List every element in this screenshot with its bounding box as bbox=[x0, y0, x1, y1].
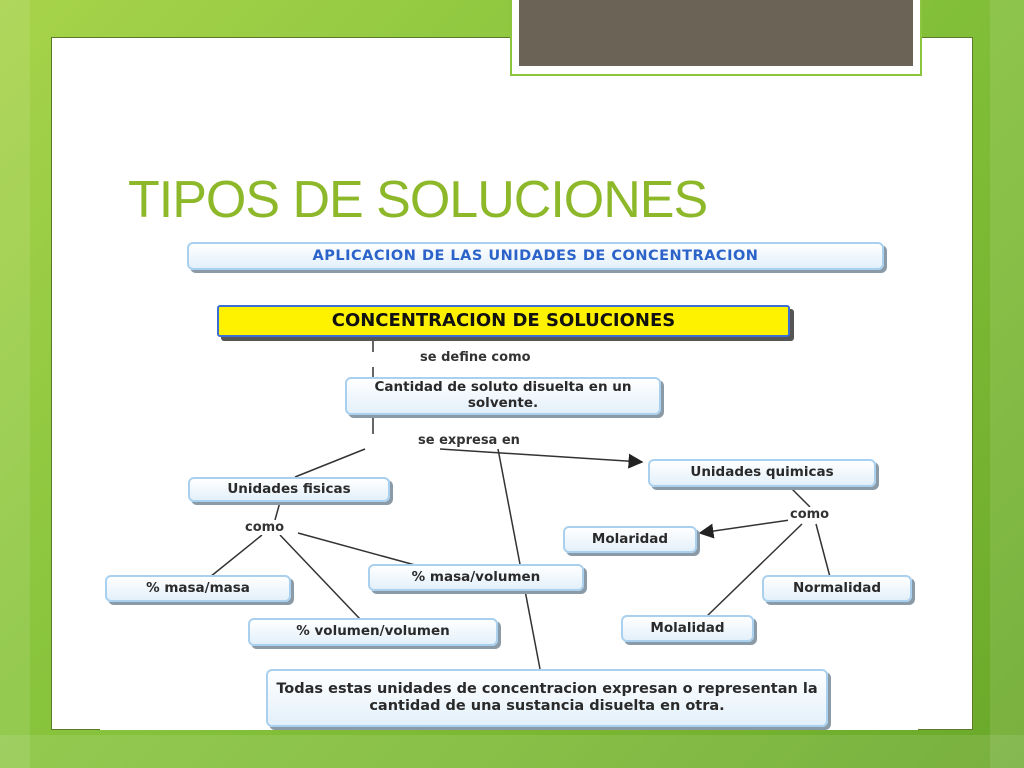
volumen-volumen-node: % volumen/volumen bbox=[248, 618, 498, 646]
slide-title: TIPOS DE SOLUCIONES bbox=[128, 171, 708, 229]
connector-quimicas-como bbox=[790, 487, 810, 507]
masa-masa-node: % masa/masa bbox=[105, 575, 291, 602]
link-se-define-como: se define como bbox=[420, 350, 531, 365]
conclusion-node: Todas estas unidades de concentracion expresan o representan la cantidad de una sustancia disuelta en otra. bbox=[266, 669, 828, 727]
background-stripe bbox=[990, 0, 1024, 768]
unidades-quimicas-node: Unidades quimicas bbox=[648, 459, 876, 487]
connector-como-masamasa bbox=[210, 535, 262, 577]
connector-fisicas-como bbox=[275, 502, 280, 520]
molaridad-node: Molaridad bbox=[563, 526, 697, 553]
background-stripe bbox=[0, 0, 30, 768]
background-stripe bbox=[0, 735, 1024, 768]
masa-volumen-node: % masa/volumen bbox=[368, 564, 584, 591]
molalidad-node: Molalidad bbox=[621, 615, 754, 642]
main-concept-node: CONCENTRACION DE SOLUCIONES bbox=[217, 305, 790, 337]
concept-banner: APLICACION DE LAS UNIDADES DE CONCENTRACION bbox=[187, 242, 884, 270]
connector-como-volvol bbox=[280, 535, 360, 619]
link-se-expresa-en: se expresa en bbox=[418, 433, 520, 448]
definition-node: Cantidad de soluto disuelta en un solvente. bbox=[345, 377, 661, 415]
connector-expresa-quimicas bbox=[440, 449, 642, 462]
normalidad-node: Normalidad bbox=[762, 575, 912, 602]
link-como-fisicas: como bbox=[245, 520, 285, 535]
connector-expresa-fisicas bbox=[295, 449, 365, 477]
connector-como-masavol bbox=[298, 533, 415, 565]
connector-como-molaridad bbox=[700, 520, 790, 533]
concept-map bbox=[100, 237, 918, 730]
connector-expresa-conclusion bbox=[498, 449, 540, 669]
unidades-fisicas-node: Unidades fisicas bbox=[188, 477, 390, 502]
link-como-quimicas: como bbox=[790, 507, 830, 522]
header-image bbox=[519, 0, 913, 66]
connector-como-normalidad bbox=[816, 524, 830, 577]
connector-como-molalidad bbox=[705, 524, 802, 618]
